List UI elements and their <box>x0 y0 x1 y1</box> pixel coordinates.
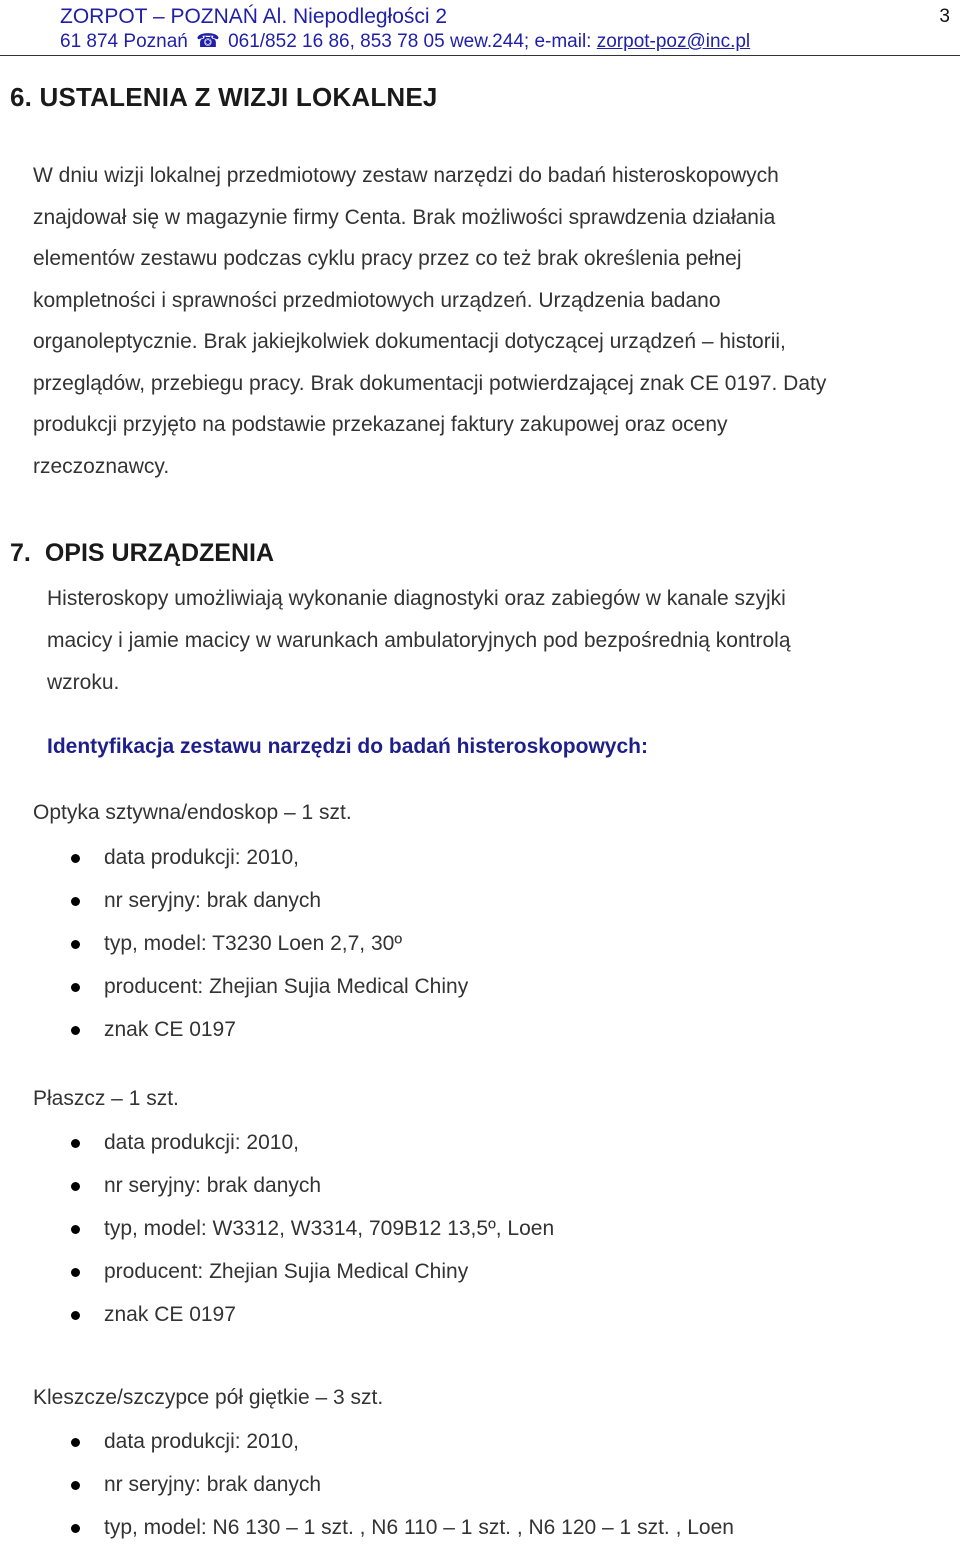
list-item <box>65 1250 554 1293</box>
identification-heading: Identyfikacja zestawu narzędzi do badań histeroskopowych: <box>47 735 648 758</box>
list-item-text: znak CE 0197 <box>104 1303 236 1326</box>
bullet-icon <box>71 1225 80 1234</box>
bullet-icon <box>71 940 80 949</box>
email-link[interactable]: zorpot-poz@inc.pl <box>596 31 751 52</box>
group-title-optyka: Optyka sztywna/endoskop – 1 szt. <box>33 801 352 824</box>
section-7-number: 7. <box>10 539 31 567</box>
bullet-icon <box>71 983 80 992</box>
list-item <box>65 1463 734 1506</box>
paragraph-line: Histeroskopy umożliwiają wykonanie diagnostyki oraz zabiegów w kanale szyjki <box>47 587 786 610</box>
list-item <box>65 1164 554 1207</box>
paragraph-line: elementów zestawu podczas cyklu pracy przez co też brak określenia pełnej <box>33 247 742 270</box>
list-item <box>65 965 468 1008</box>
bullet-icon <box>71 1182 80 1191</box>
list-item <box>65 1008 468 1051</box>
group-title-plaszcz: Płaszcz – 1 szt. <box>33 1087 179 1110</box>
bullet-icon <box>71 897 80 906</box>
header-phone-numbers: 061/852 16 86, 853 78 05 wew.244; e-mail: <box>228 31 592 52</box>
bullet-icon <box>71 1311 80 1320</box>
list-item-text: data produkcji: 2010, <box>104 1430 299 1453</box>
paragraph-line: W dniu wizji lokalnej przedmiotowy zestaw narzędzi do badań histeroskopowych <box>33 164 779 187</box>
list-item-text: nr seryjny: brak danych <box>104 1473 322 1496</box>
header-address: ZORPOT – POZNAŃ Al. Niepodległości 2 <box>60 5 448 28</box>
list-item-text: nr seryjny: brak danych <box>104 889 322 912</box>
paragraph-line: znajdował się w magazynie firmy Centa. Brak możliwości sprawdzenia działania <box>33 205 776 229</box>
list-item <box>65 836 468 879</box>
list-item-text: znak CE 0197 <box>104 1018 236 1041</box>
list-item-text: typ, model: T3230 Loen 2,7, 30º <box>104 932 402 955</box>
section-7-paragraph <box>47 578 947 704</box>
list-item <box>65 922 468 965</box>
header-divider <box>0 55 960 56</box>
paragraph-line: macicy i jamie macicy w warunkach ambulatoryjnych pod bezpośrednią kontrolą <box>47 629 791 652</box>
paragraph-line: organoleptycznie. Brak jakiejkolwiek dokumentacji dotyczącej urządzeń – historii, <box>33 330 786 353</box>
section-6-paragraph <box>33 155 948 487</box>
list-item-text: typ, model: W3312, W3314, 709B12 13,5º, Loen <box>104 1217 555 1240</box>
list-item-text: nr seryjny: brak danych <box>104 1174 322 1197</box>
page-number: 3 <box>939 6 950 27</box>
list-item <box>65 1293 554 1336</box>
list-item <box>65 1207 554 1250</box>
list-item <box>65 1121 554 1164</box>
paragraph-line: kompletności i sprawności przedmiotowych urządzeń. Urządzenia badano <box>33 288 721 312</box>
header-postal-city: 61 874 Poznań <box>60 31 188 52</box>
paragraph-line: rzeczoznawcy. <box>33 454 170 478</box>
section-7-title: OPIS URZĄDZENIA <box>44 539 275 567</box>
section-7-heading <box>10 539 274 568</box>
bullet-icon <box>71 1524 80 1533</box>
group-list-kleszcze <box>65 1420 734 1549</box>
list-item <box>65 1420 734 1463</box>
bullet-icon <box>71 854 80 863</box>
bullet-icon <box>71 1481 80 1490</box>
paragraph-line: przeglądów, przebiegu pracy. Brak dokumentacji potwierdzającej znak CE 0197. Daty <box>33 371 827 395</box>
bullet-icon <box>71 1438 80 1447</box>
list-item-text: producent: Zhejian Sujia Medical Chiny <box>104 975 469 998</box>
list-item-text: producent: Zhejian Sujia Medical Chiny <box>104 1260 469 1283</box>
page-header <box>60 4 750 54</box>
bullet-icon <box>71 1268 80 1277</box>
paragraph-line: wzroku. <box>47 671 120 694</box>
list-item-text: data produkcji: 2010, <box>104 846 299 869</box>
phone-icon: ☎ <box>196 31 220 52</box>
list-item-text: typ, model: N6 130 – 1 szt. , N6 110 – 1 szt. , N6 120 – 1 szt. , Loen <box>104 1516 734 1539</box>
paragraph-line: produkcji przyjęto na podstawie przekazanej faktury zakupowej oraz oceny <box>33 413 728 436</box>
section-6-heading: 6. USTALENIA Z WIZJI LOKALNEJ <box>10 82 438 112</box>
group-list-optyka <box>65 836 468 1051</box>
group-list-plaszcz <box>65 1121 554 1336</box>
bullet-icon <box>71 1139 80 1148</box>
group-title-kleszcze: Kleszcze/szczypce pół giętkie – 3 szt. <box>33 1386 384 1409</box>
bullet-icon <box>71 1026 80 1035</box>
header-contact <box>60 30 750 54</box>
list-item <box>65 879 468 922</box>
list-item-text: data produkcji: 2010, <box>104 1131 299 1154</box>
